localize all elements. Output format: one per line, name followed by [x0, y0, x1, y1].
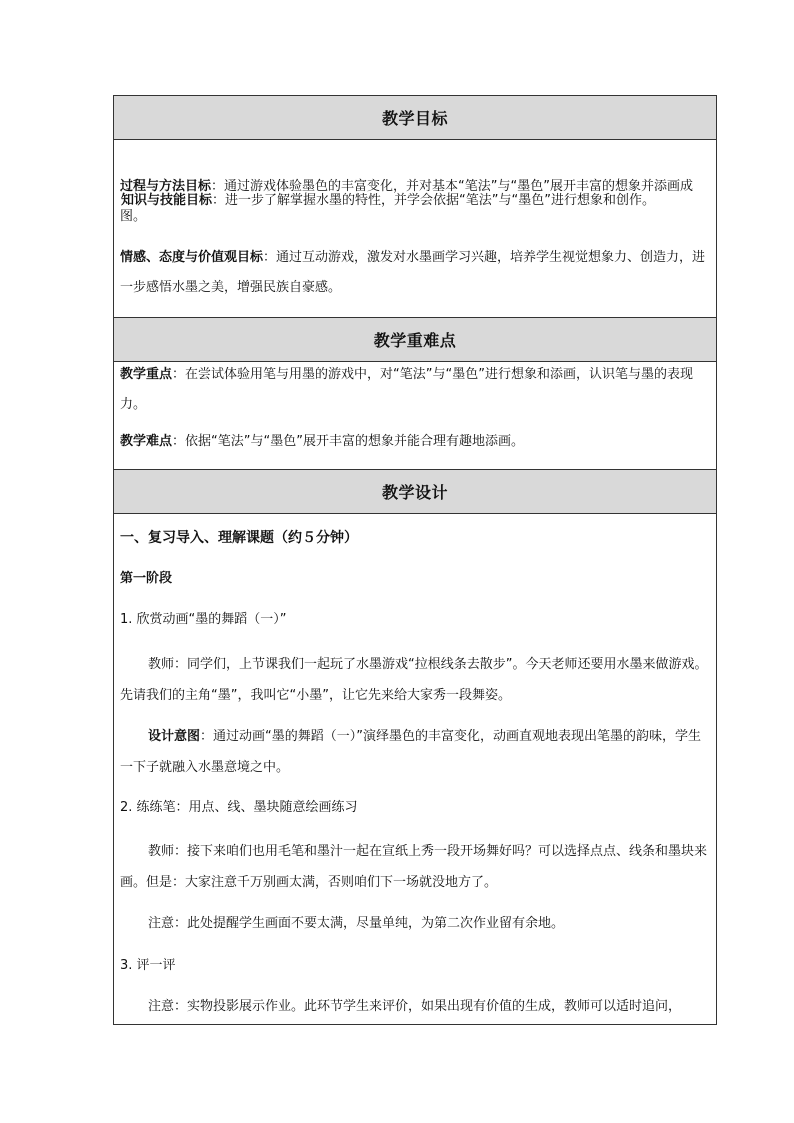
- design-intent-label: 设计意图: [148, 729, 201, 744]
- design-intent: [113, 721, 716, 783]
- key-point-label: 教学重点: [120, 367, 173, 382]
- goal-process-label: 过程与方法目标: [120, 179, 212, 194]
- goal-process: [113, 172, 716, 232]
- stage-label: 第一阶段: [120, 571, 173, 586]
- difficult-point-text: ：依据“笔法”与“墨色”展开丰富的想象并能合理有趣地添画。: [172, 434, 524, 449]
- key-point: [113, 360, 716, 420]
- goal-emotion-text: ：通过互动游戏，激发对水墨画学习兴趣，培养学生视觉想象力、创造力，进一步感悟水墨之美，增强民族自豪感。: [120, 250, 706, 295]
- item-3: 3. 评一评: [120, 958, 176, 973]
- note-1: 注意：此处提醒学生画面不要太满，尽量单纯，为第二次作业留有余地。: [148, 916, 565, 931]
- section-header-goals: 教学目标: [114, 96, 716, 140]
- difficult-point-label: 教学难点: [120, 434, 173, 449]
- section-header-design: 教学设计: [114, 470, 716, 514]
- item-1: 1. 欣赏动画“墨的舞蹈（一）”: [120, 612, 287, 627]
- goal-emotion-label: 情感、态度与价值观目标: [120, 250, 264, 265]
- design-heading: 一、复习导入、理解课题（约５分钟）: [120, 530, 358, 546]
- teacher-paragraph-2: 教师：接下来咱们也用毛笔和墨汁一起在宣纸上秀一段开场舞好吗？可以选择点点、线条和墨块来画。但是：大家注意千万别画太满，否则咱们下一场就没地方了。: [120, 844, 708, 890]
- teacher-paragraph-1: 教师：同学们，上节课我们一起玩了水墨游戏“拉根线条去散步”。今天老师还要用水墨来做游戏。先请我们的主角“墨”，我叫它“小墨”，让它先来给大家秀一段舞姿。: [120, 657, 708, 703]
- design-intent-text: ：通过动画“墨的舞蹈（一）”演绎墨色的丰富变化，动画直观地表现出笔墨的韵味，学生一下子就融入水墨意境之中。: [120, 729, 701, 775]
- item-2: 2. 练练笔：用点、线、墨块随意绘画练习: [120, 800, 358, 815]
- note-2: 注意：实物投影展示作业。此环节学生来评价，如果出现有价值的生成，教师可以适时追问，: [148, 999, 682, 1014]
- goal-knowledge-text: ：进一步了解掌握水墨的特性，并学会依据“笔法”与“墨色”进行想象和创作。: [212, 193, 655, 208]
- goal-knowledge-label: 知识与技能目标: [121, 193, 213, 208]
- goal-process-text: ：通过游戏体验墨色的丰富变化，并对基本“笔法”与“墨色”展开丰富的想象并添画成图。: [120, 179, 693, 224]
- goal-emotion: [113, 243, 716, 303]
- section-header-keypoints: 教学重难点: [114, 318, 716, 362]
- key-point-text: ：在尝试体验用笔与用墨的游戏中，对“笔法”与“墨色”进行想象和添画，认识笔与墨的表现力。: [120, 367, 693, 412]
- difficult-point: [113, 427, 716, 457]
